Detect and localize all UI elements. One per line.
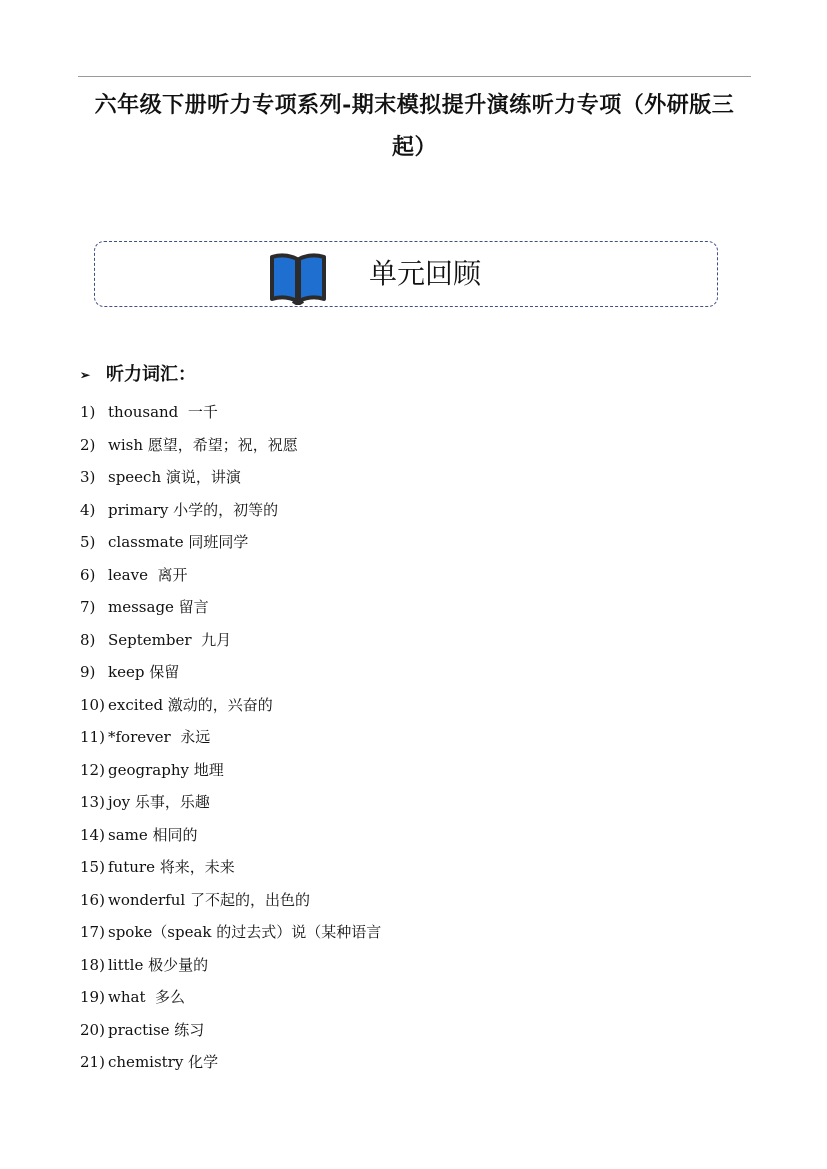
vocab-item-text: spoke（speak 的过去式）说（某种语言 xyxy=(108,923,382,941)
vocab-item-number: 4) xyxy=(80,500,96,519)
vocab-item-number: 18) xyxy=(80,955,105,974)
vocab-item-text: keep 保留 xyxy=(108,663,180,681)
vocab-item-text: geography 地理 xyxy=(108,760,224,779)
vocab-item xyxy=(80,594,680,627)
vocab-item-number: 12) xyxy=(80,760,105,779)
section-banner xyxy=(94,241,718,307)
vocab-item-text: primary 小学的，初等的 xyxy=(108,500,279,519)
vocab-item-number: 13) xyxy=(80,793,105,811)
vocab-item-number: 1) xyxy=(80,403,96,421)
vocab-item-text: joy 乐事，乐趣 xyxy=(108,793,210,811)
vocab-item-text: thousand 一千 xyxy=(108,403,218,421)
vocab-item-number: 7) xyxy=(80,598,96,616)
vocab-item-text: September 九月 xyxy=(108,630,232,649)
vocab-item-number: 2) xyxy=(80,435,96,454)
vocab-item-number: 16) xyxy=(80,890,105,909)
vocab-item-text: what 多么 xyxy=(108,988,186,1006)
vocab-item xyxy=(80,984,680,1017)
vocab-item xyxy=(80,399,680,432)
vocab-heading-text: 听力词汇： xyxy=(106,364,196,385)
vocab-item xyxy=(80,529,680,562)
vocab-item xyxy=(80,497,680,530)
vocab-item-text: leave 离开 xyxy=(108,565,188,584)
vocab-item-number: 15) xyxy=(80,858,105,876)
vocab-item xyxy=(80,692,680,725)
vocab-item-number: 17) xyxy=(80,923,105,941)
vocab-item-number: 9) xyxy=(80,663,96,681)
vocab-item-text: wish 愿望，希望；祝，祝愿 xyxy=(108,435,298,454)
vocab-item xyxy=(80,627,680,660)
vocab-item-text: little 极少量的 xyxy=(108,955,209,974)
vocab-item-text: *forever 永远 xyxy=(108,728,211,746)
open-book-icon xyxy=(269,251,327,305)
vocab-item xyxy=(80,822,680,855)
vocab-item-number: 10) xyxy=(80,695,105,714)
vocab-item xyxy=(80,1017,680,1050)
vocab-item-text: chemistry 化学 xyxy=(108,1053,219,1071)
vocab-item xyxy=(80,887,680,920)
vocab-item xyxy=(80,562,680,595)
vocab-item-number: 8) xyxy=(80,630,96,649)
vocab-item xyxy=(80,724,680,757)
vocab-item-number: 21) xyxy=(80,1053,105,1071)
vocab-item-text: practise 练习 xyxy=(108,1020,205,1039)
vocab-item xyxy=(80,432,680,465)
vocab-item-number: 14) xyxy=(80,825,105,844)
section-title: 单元回顾 xyxy=(369,257,482,290)
vocab-item-number: 3) xyxy=(80,468,96,486)
vocab-item xyxy=(80,919,680,952)
arrow-bullet-icon: ➢ xyxy=(80,368,91,382)
vocab-item-number: 6) xyxy=(80,565,96,584)
vocab-list xyxy=(80,399,680,1082)
vocab-item-text: excited 激动的，兴奋的 xyxy=(108,695,273,714)
vocab-item-text: future 将来，未来 xyxy=(108,858,235,876)
vocab-item xyxy=(80,1049,680,1082)
vocab-item-number: 19) xyxy=(80,988,105,1006)
vocab-item xyxy=(80,659,680,692)
vocab-item-number: 20) xyxy=(80,1020,105,1039)
header-rule xyxy=(78,76,751,77)
vocab-item xyxy=(80,952,680,985)
vocab-item-text: speech 演说，讲演 xyxy=(108,468,241,486)
vocab-heading xyxy=(80,362,196,388)
vocab-item xyxy=(80,789,680,822)
vocab-item-text: same 相同的 xyxy=(108,825,198,844)
vocab-item xyxy=(80,854,680,887)
vocab-item-number: 5) xyxy=(80,533,96,551)
document-title: 六年级下册听力专项系列-期末模拟提升演练听力专项（外研版三起） xyxy=(94,92,735,160)
vocab-item xyxy=(80,464,680,497)
vocab-item-number: 11) xyxy=(80,728,105,746)
vocab-item-text: classmate 同班同学 xyxy=(108,533,249,551)
vocab-item xyxy=(80,757,680,790)
vocab-item-text: wonderful 了不起的，出色的 xyxy=(108,890,310,909)
vocab-item-text: message 留言 xyxy=(108,598,209,616)
